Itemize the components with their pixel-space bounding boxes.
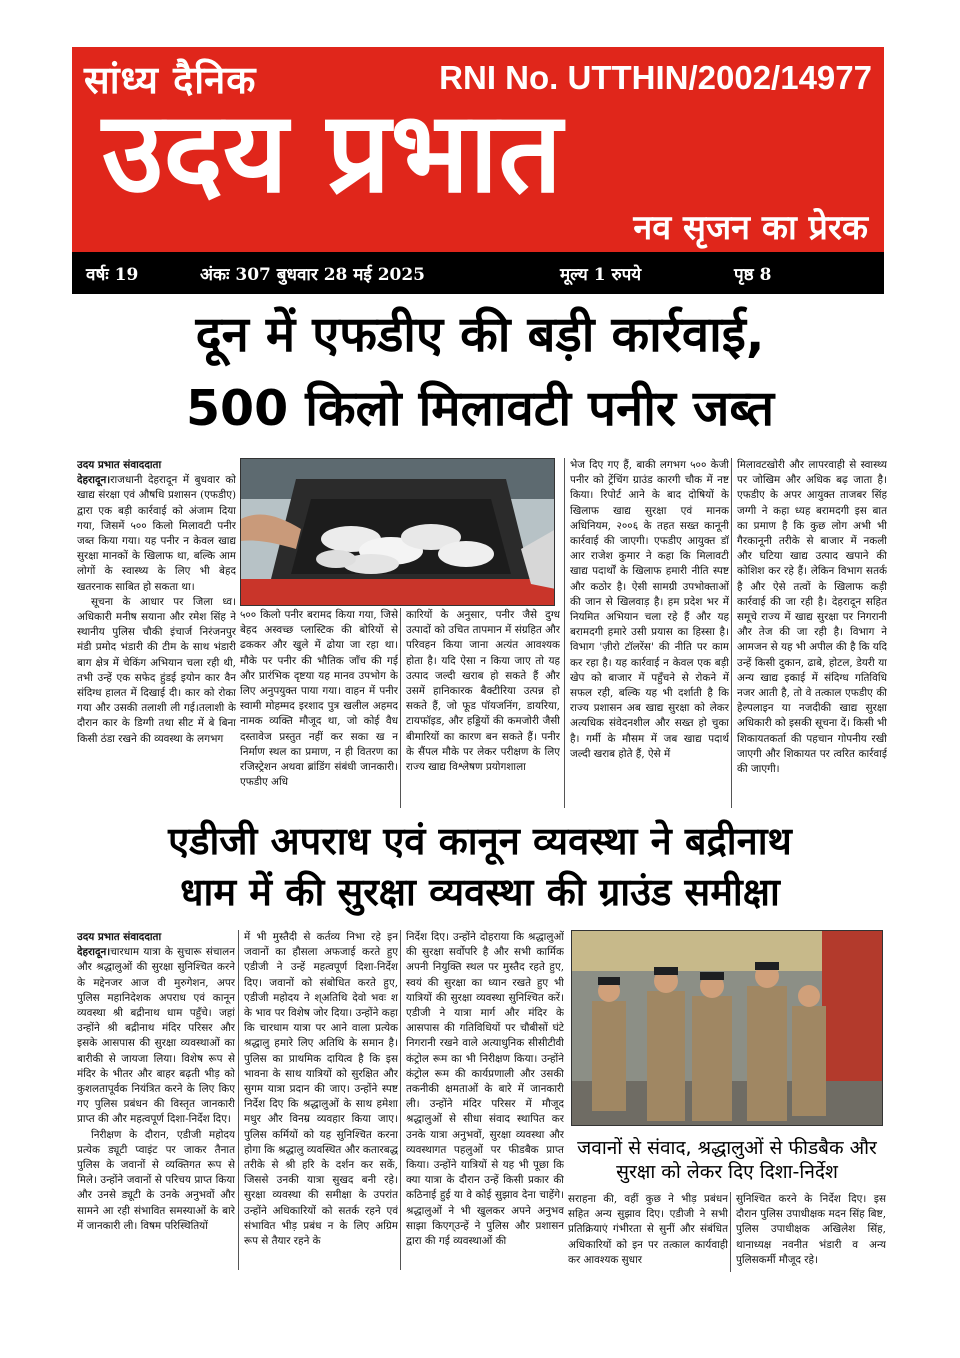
- story1-column-4: [564, 458, 729, 808]
- masthead-subtitle: सांध्य दैनिक: [84, 58, 257, 102]
- rni-number: RNI No. UTTHIN/2002/14977: [439, 59, 872, 96]
- masthead: [72, 47, 884, 252]
- story2-byline: उदय प्रभात संवाददाता: [77, 931, 162, 943]
- story1-paragraph-4: कारियों के अनुसार, पनीर जैसे दुग्ध उत्पादों को उचित तापमान में संग्रहित और परिवहन किया जाना अत्यंत आवश्यक होता है। यदि ऐसा न किया जाए तो यह उत्पाद जल्दी खराब हो सकते हैं और उसमें हानिकारक बैक्टीरिया उत्पन्न हो सकते हैं, जो फूड पॉयजनिंग, डायरिया, टायफॉइड, और हड्डियों की कमजोरी जैसी बीमारियों का कारण बन सकते हैं। पनीर के सैंपल मौके पर लेकर परीक्षण के लिए राज्य खाद्य विश्लेषण प्रयोगशाला: [406, 609, 560, 774]
- story1-column-2: [240, 608, 398, 808]
- story1-column-1: [77, 458, 236, 808]
- story2-column-2: [238, 930, 398, 1270]
- story2-paragraph-6: सुनिश्चित करने के निर्देश दिए। इस दौरान पुलिस उपाधीक्षक मदन सिंह बिष्ट, पुलिस उपाधीक्षक अखिलेश सिंह, थानाध्यक्ष नवनीत भंडारी व अन्य पुलिसकर्मी मौजूद रहे।: [736, 1193, 886, 1266]
- story1-paragraph-1: राजधानी देहरादून में बुधवार को खाद्य संरक्षा एवं औषधि प्रशासन (एफडीए) द्वारा एक बड़ी कार्रवाई को अंजाम दिया गया, जिसमें ५०० किलो मिलावटी पनीर जब्त किया गया। यह पनीर न केवल खाद्य सुरक्षा मानकों के खिलाफ था, बल्कि आम लोगों के स्वास्थ्य के लिए भी बेहद खतरनाक साबित हो सकता था।: [77, 474, 236, 593]
- story1-column-5: [731, 458, 887, 808]
- issue-price: मूल्य 1 रुपये: [560, 265, 642, 285]
- story2-column-1: [77, 930, 235, 1270]
- paneer-car-illustration: [241, 459, 555, 606]
- story1-paragraph-5: भेज दिए गए हैं, बाकी लगभग ५०० केजी पनीर को ट्रेंचिंग ग्राउंड कारगी चौक में नष्ट किया। रिपोर्ट आने के बाद दोषियों के खिलाफ खाद्य सुरक्षा एवं मानक अधिनियम, २००६ के तहत सख्त कानूनी कार्रवाई की जाएगी। एफडीए आयुक्त डॉ आर राजेश कुमार ने कहा कि मिलावटी खाद्य पदार्थों के खिलाफ हमारी नीति स्पष्ट और कठोर है। ऐसी सामग्री उपभोक्ताओं की जान से खिलवाड़ है। हम प्रदेश भर में नियमित अभियान चला रहे हैं और यह बरामदगी हमारे उसी प्रयास का हिस्सा है। विभाग 'ज़ीरो टॉलरेंस' की नीति पर काम कर रहा है। यह कार्रवाई न केवल एक बड़ी खेप को बाजार में पहुँचने से रोकने में सफल रही, बल्कि यह भी दर्शाती है कि राज्य प्रशासन अब खाद्य सुरक्षा को लेकर अत्यधिक संवेदनशील और सख्त हो चुका है। गर्मी के मौसम में जब खाद्य पदार्थ जल्दी खराब होते हैं, ऐसे में: [570, 459, 729, 760]
- paneer-car-photo: [240, 458, 555, 606]
- issue-pages: पृष्ठ 8: [734, 265, 772, 285]
- story2-paragraph-5: सराहना की, वहीं कुछ ने भीड़ प्रबंधन सहित अन्य सुझाव दिए। एडीजी ने सभी प्रतिक्रियाएं गंभीरता से सुनीं और संबंधित अधिकारियों को इन पर तत्काल कार्यवाही कर आवश्यक सुधार: [568, 1193, 728, 1266]
- story1-dateline: देहरादून।: [77, 474, 111, 487]
- story2-headline-line1: एडीजी अपराध एवं कानून व्यवस्था ने बद्रीनाथ: [168, 819, 792, 863]
- police-inspection-illustration: [572, 931, 883, 1126]
- story2-column-5: [730, 1192, 886, 1272]
- story1-paragraph-3: ५०० किलो पनीर बरामद किया गया, जिसे बेहद अस्वच्छ प्लास्टिक की बोरियों से ढककर और खुले में ढोया जा रहा था। मौके पर पनीर की भौतिक जाँच की गई और प्रारंभिक दृष्टया यह मानव उपभोग के लिए अनुपयुक्त पाया गया। वाहन में पनीर स्वामी मोहम्मद इरशाद पुत्र खलील अहमद नामक व्यक्ति मौजूद था, जो कोई वैध दस्तावेज प्रस्तुत नहीं कर सका ख न निर्माण स्थल का प्रमाण, न ही वितरण का रजिस्ट्रेशन अथवा ब्रांडिंग संबंधी जानकारी। एफडीए अधि: [240, 609, 398, 789]
- story2-headline-line2: धाम में की सुरक्षा व्यवस्था की ग्राउंड समीक्षा: [180, 870, 780, 914]
- newspaper-title: उदय प्रभात: [102, 88, 563, 218]
- photo-caption: जवानों से संवाद, श्रद्धालुओं से फीडबैक और सुरक्षा को लेकर दिए दिशा-निर्देश: [577, 1137, 877, 1183]
- story2-paragraph-3: में भी मुस्तैदी से कर्तव्य निभा रहे इन जवानों का हौसला अफजाई करते हुए एडीजी ने उन्हें महत्वपूर्ण दिशा-निर्देश दिए। जवानों को संबोधित करते हुए, एडीजी महोदय ने श्अतिथि देवो भवः श के भाव पर विशेष जोर दिया। उन्होंने कहा कि चारधाम यात्रा पर आने वाला प्रत्येक श्रद्धालु हमारे लिए अतिथि के समान है। पुलिस का प्राथमिक दायित्व है कि इस भावना के साथ यात्रियों को सुरक्षित और सुगम यात्रा प्रदान की जाए। उन्होंने स्पष्ट निर्देश दिए कि श्रद्धालुओं के साथ हमेशा मधुर और विनम्र व्यवहार किया जाए। पुलिस कर्मियों को यह सुनिश्चित करना होगा कि श्रद्धालु व्यवस्थित और कतारबद्ध तरीके से श्री हरि के दर्शन कर सकें, जिससे उनकी यात्रा सुखद बनी रहे। सुरक्षा व्यवस्था की समीक्षा के उपरांत उन्होंने अधिकारियों को सतर्क रहने एवं संभावित भीड़ प्रबंध न के लिए अग्रिम रूप से तैयार रहने के: [244, 931, 398, 1248]
- story2-dateline: देहरादून।: [77, 946, 111, 959]
- story1-column-3: [400, 608, 560, 808]
- story2-column-3: [400, 930, 564, 1270]
- newspaper-tagline: नव सृजन का प्रेरक: [633, 208, 868, 248]
- story2-paragraph-1: चारधाम यात्रा के सुचारू संचालन और श्रद्धालुओं की सुरक्षा सुनिश्चित करने के मद्देनजर आज वी मुरुगेशन, अपर पुलिस महानिदेशक अपराध एवं कानून व्यवस्था श्री बद्रीनाथ धाम पहुँचे। जहां उन्होंने श्री बद्रीनाथ मंदिर परिसर और इसके आसपास की सुरक्षा व्यवस्थाओं का बारीकी से जायजा लिया। विशेष रूप से मंदिर के भीतर और बाहर बढ़ती भीड़ को कुशलतापूर्वक नियंत्रित करने के लिए किए गए पुलिस प्रबंधन की विस्तृत जानकारी प्राप्त की और महत्वपूर्ण दिशा-निर्देश दिए।: [77, 946, 235, 1126]
- story1-headline-line2: 500 किलो मिलावटी पनीर जब्त: [185, 380, 775, 437]
- story2-paragraph-2: निरीक्षण के दौरान, एडीजी महोदय प्रत्येक ड्यूटी प्वाइंट पर जाकर तैनात पुलिस के जवानों से व्यक्तिगत रूप से मिले। उन्होंने जवानों से परिचय प्राप्त किया और उनसे ड्यूटी के उनके अनुभवों और सामने आ रही संभावित समस्याओं के बारे में जानकारी ली। विषम परिस्थितियों: [77, 1128, 235, 1232]
- story1-paragraph-2: सूचना के आधार पर जिला ध्व। अधिकारी मनीष सयाना और रमेश सिंह ने स्थानीय पुलिस चौकी इंचार्ज निरंजनपुर मंडी प्रमोद भंडारी की टीम के साथ भंडारी बाग क्षेत्र में चेकिंग अभियान चला रही थी, तभी उन्हें एक सफेद हुंडई इयोन कार वैन संदिग्ध हालत में दिखाई दी। कार को रोका गया और उसकी तलाशी ली गई।तलाशी के दौरान कार के डिग्गी तथा सीट में बे बिना किसी ठंडा रखने की व्यवस्था के लगभग: [77, 595, 236, 745]
- story1-byline: उदय प्रभात संवाददाता: [77, 459, 162, 471]
- police-inspection-photo: [571, 930, 883, 1126]
- story1-paragraph-6: मिलावटखोरी और लापरवाही से स्वास्थ्य पर जोखिम और अधिक बढ़ जाता है। एफडीए के अपर आयुक्त ताजबर सिंह जग्गी ने कहा ध्यह बरामदगी इस बात का प्रमाण है कि कुछ लोग अभी भी गैरकानूनी तरीके से बाजार में नकली और घटिया खाद्य उत्पाद खपाने की कोशिश कर रहे हैं। लेकिन विभाग सतर्क है और ऐसे तत्वों के खिलाफ कड़ी कार्रवाई की जा रही है। देहरादून सहित समूचे राज्य में खाद्य सुरक्षा पर निगरानी और तेज की जा रही है। विभाग ने आमजन से यह भी अपील की है कि यदि उन्हें किसी दुकान, ढाबे, होटल, डेयरी या अन्य खाद्य इकाई में संदिग्ध गतिविधि नजर आती है, तो वे तत्काल एफडीए की हेल्पलाइन या नजदीकी खाद्य सुरक्षा अधिकारी को इसकी सूचना दें। किसी भी शिकायतकर्ता की पहचान गोपनीय रखी जाएगी और शिकायत पर त्वरित कार्रवाई की जाएगी।: [737, 459, 887, 776]
- issue-number-date: अंकः 307 बुधवार 28 मई 2025: [200, 265, 426, 285]
- issue-info-bar: [72, 252, 884, 294]
- story2-paragraph-4: निर्देश दिए। उन्होंने दोहराया कि श्रद्धालुओं की सुरक्षा सर्वोपरि है और सभी कार्मिक अपनी नियुक्ति स्थल पर मुस्तैद रहते हुए, स्वयं की सुरक्षा का ध्यान रखते हुए भी यात्रियों की सुरक्षा व्यवस्था सुनिश्चित करें। एडीजी ने यात्रा मार्ग और मंदिर के आसपास की गतिविधियों पर चौबीसों घंटे निगरानी रखने वाले अत्याधुनिक सीसीटीवी कंट्रोल रूम का भी निरीक्षण किया। उन्होंने कंट्रोल रूम की कार्यप्रणाली और उसकी तकनीकी क्षमताओं के बारे में जानकारी ली। उन्होंने मंदिर परिसर में मौजूद श्रद्धालुओं से सीधा संवाद स्थापित कर उनके यात्रा अनुभवों, सुरक्षा व्यवस्था और व्यवस्थागत पहलुओं पर फीडबैक प्राप्त किया। उन्होंने यात्रियों से यह भी पूछा कि क्या यात्रा के दौरान उन्हें किसी प्रकार की कठिनाई हुई या वे कोई सुझाव देना चाहेंगे। श्रद्धालुओं ने भी खुलकर अपने अनुभव साझा किएग्उन्हें ने पुलिस और प्रशासन द्वारा की गई व्यवस्थाओं की: [406, 931, 564, 1248]
- issue-year: वर्षः 19: [86, 265, 139, 285]
- story1-headline-line1: दून में एफडीए की बड़ी कार्रवाई,: [195, 306, 765, 363]
- story2-column-4: [568, 1192, 728, 1272]
